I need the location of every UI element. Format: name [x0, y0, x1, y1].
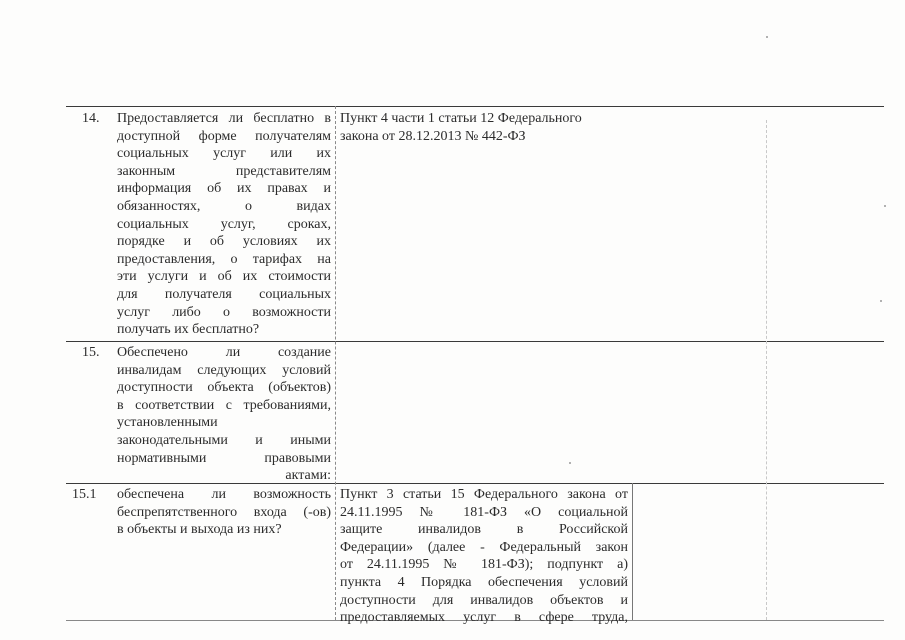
question-line: социальных услуг или их — [117, 146, 331, 162]
question-line: Обеспечено ли создание — [117, 345, 331, 360]
question-line: получать их бесплатно? — [117, 322, 260, 338]
question-line: услуг либо о возможности — [117, 304, 331, 320]
row-number-15: 15. — [82, 345, 100, 360]
question-line: установленными — [117, 415, 218, 431]
question-line: доступности объекта (объектов) — [117, 380, 331, 396]
question-line: предоставления, о тарифах на — [117, 251, 331, 267]
law-line: от 24.11.1995 № 181-ФЗ); подпункт а) — [340, 557, 628, 573]
row-number-15-1: 15.1 — [72, 487, 97, 502]
law-line: закона от 28.12.2013 № 442-ФЗ — [340, 128, 526, 144]
question-line: доступной форме получателям — [117, 128, 331, 144]
law-line: Пункт 4 части 1 статьи 12 Федерального — [340, 111, 582, 126]
question-15-1 — [117, 486, 331, 539]
law-line: Федерации» (далее - Федеральный закон — [340, 539, 628, 555]
law-line: доступности для инвалидов объектов и — [340, 592, 628, 608]
question-line: в объекты и выхода из них? — [117, 522, 282, 538]
question-line: Предоставляется ли бесплатно в — [117, 111, 331, 126]
scan-speck — [766, 36, 768, 38]
law-line: 24.11.1995 № 181-ФЗ «О социальной — [340, 504, 628, 520]
row-number-14: 14. — [82, 111, 100, 126]
law-line: предоставляемых услуг в сфере труда, — [340, 610, 628, 626]
law-reference-14 — [340, 110, 628, 145]
question-line: для получателя социальных — [117, 286, 331, 302]
scan-speck — [880, 300, 882, 302]
row-divider-14-15 — [66, 341, 884, 342]
law-reference-15-1 — [340, 486, 628, 627]
law-line: защите инвалидов в Российской — [340, 522, 628, 538]
question-line: в соответствии с требованиями, — [117, 397, 331, 413]
question-line: инвалидам следующих условий — [117, 362, 331, 378]
question-line: обеспечена ли возможность — [117, 487, 331, 502]
column-divider-law-note — [632, 483, 633, 620]
question-line: актами: — [285, 468, 331, 484]
question-14 — [117, 110, 331, 339]
question-line: беспрепятственного входа (-ов) — [117, 504, 331, 520]
question-line: законным представителям — [117, 163, 331, 179]
question-line: обязанностях, о видах — [117, 198, 331, 214]
scan-speck — [569, 462, 571, 464]
column-divider-note-right — [766, 120, 767, 620]
question-line: информация об их правах и — [117, 181, 331, 197]
question-line: социальных услуг, сроках, — [117, 216, 331, 232]
law-line: Пункт 3 статьи 15 Федерального закона от — [340, 487, 628, 502]
question-line: нормативными правовыми — [117, 450, 331, 466]
question-line: порядке и об условиях их — [117, 234, 331, 250]
scan-speck — [884, 205, 886, 207]
column-divider-question-law — [335, 106, 336, 620]
question-line: эти услуги и об их стоимости — [117, 269, 331, 285]
question-line: законодательными и иными — [117, 432, 331, 448]
question-15 — [117, 344, 331, 485]
law-line: пункта 4 Порядка обеспечения условий — [340, 574, 628, 590]
table-border-top — [66, 106, 884, 107]
